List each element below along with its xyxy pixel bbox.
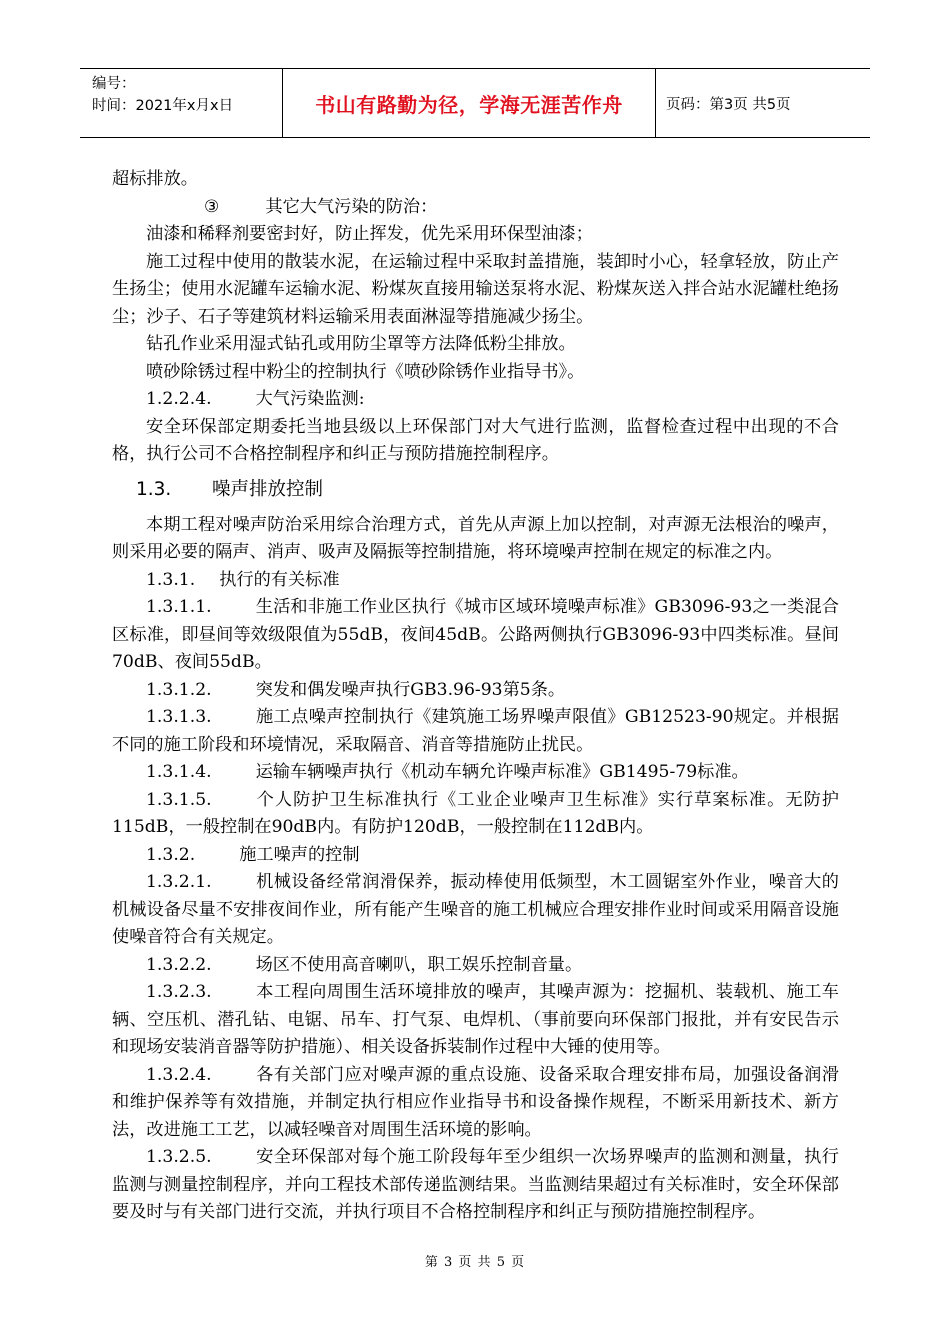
numbered-clause <box>112 952 839 980</box>
numbered-clause <box>112 704 839 759</box>
paragraph: 本期工程对噪声防治采用综合治理方式，首先从声源上加以控制，对声源无法根治的噪声，则采用必要的隔声、消声、吸声及隔振等控制措施，将环境噪声控制在规定的标准之内。 <box>112 514 839 562</box>
clause-number: 1.3.2.1. <box>146 872 212 892</box>
numbered-heading <box>112 842 839 870</box>
numbered-clause <box>112 979 839 1062</box>
clause-text: 本工程向周围生活环境排放的噪声，其噪声源为：挖掘机、装载机、施工车辆、空压机、潜孔钻、电锯、吊车、打气泵、电焊机、（事前要向环保部门报批，并有安民告示和现场安装消音器等防护措施）、相关设备拆装制作过程中大锤的使用等。 <box>112 982 839 1057</box>
header-page-number: 页码：第3页 共5页 <box>666 96 791 113</box>
clause-text: 运输车辆噪声执行《机动车辆允许噪声标准》GB1495-79标准。 <box>255 762 749 782</box>
clause-number: 1.3.2.5. <box>146 1147 212 1167</box>
clause-number: 1.3.2. <box>146 844 196 865</box>
header-page-cell <box>656 69 870 137</box>
clause-title: 大气污染监测: <box>255 389 365 409</box>
numbered-heading <box>112 567 839 595</box>
clause-number: 1.3.1.2. <box>146 679 212 700</box>
clause-text: 场区不使用高音喇叭，职工娱乐控制音量。 <box>255 954 583 975</box>
header-motto: 书山有路勤为径，学海无涯苦作舟 <box>315 92 623 117</box>
numbered-clause <box>112 594 839 677</box>
numbered-clause <box>112 869 839 952</box>
clause-number: 1.2.2.4. <box>146 389 212 409</box>
section-number: 1.3. <box>136 478 172 500</box>
paragraph: 油漆和稀释剂要密封好，防止挥发，优先采用环保型油漆； <box>146 224 593 244</box>
clause-text: 机械设备经常润滑保养，振动棒使用低频型，木工圆锯室外作业，噪音大的机械设备尽量不安排夜间作业，所有能产生噪音的施工机械应合理安排作业时间或采用隔音设施使噪音符合有关规定。 <box>112 872 839 947</box>
clause-number: 1.3.2.2. <box>146 954 212 975</box>
clause-text: 个人防护卫生标准执行《工业企业噪声卫生标准》实行草案标准。无防护115dB，一般控制在90dB内。有防护120dB，一般控制在112dB内。 <box>112 789 839 837</box>
document-time-label: 时间：2021年x月x日 <box>92 98 234 114</box>
clause-number: 1.3.2.4. <box>146 1064 212 1085</box>
clause-text: 安全环保部对每个施工阶段每年至少组织一次场界噪声的监测和测量，执行监测与测量控制程序，并向工程技术部传递监测结果。当监测结果超过有关标准时，安全环保部要及时与有关部门进行交流，并执行项目不合格控制程序和纠正与预防措施控制程序。 <box>112 1147 839 1222</box>
numbered-clause <box>112 1062 839 1145</box>
clause-title: 施工噪声的控制 <box>239 844 360 865</box>
list-heading-text: 其它大气污染的防治： <box>265 196 438 217</box>
paragraph: 施工过程中使用的散装水泥，在运输过程中采取封盖措施，装卸时小心，轻拿轻放，防止产生扬尘；使用水泥罐车运输水泥、粉煤灰直接用输送泵将水泥、粉煤灰送入拌合站水泥罐杜绝扬尘；沙子、石子等建筑材料运输采用表面淋湿等措施减少扬尘。 <box>112 251 839 327</box>
list-heading <box>112 194 839 222</box>
paragraph: 喷砂除锈过程中粉尘的控制执行《喷砂除锈作业指导书》。 <box>146 361 585 382</box>
clause-text: 生活和非施工作业区执行《城市区域环境噪声标准》GB3096-93之一类混合区标准，即昼间等效级限值为55dB，夜间45dB。公路两侧执行GB3096-93中四类标准。昼间70dB、夜间55dB。 <box>112 597 839 672</box>
footer-page-number: 第 3 页 共 5 页 <box>424 1255 526 1270</box>
section-title: 噪声排放控制 <box>212 478 324 500</box>
circled-number: ③ <box>204 196 220 217</box>
paragraph: 安全环保部定期委托当地县级以上环保部门对大气进行监测，监督检查过程中出现的不合格，执行公司不合格控制程序和纠正与预防措施控制程序。 <box>112 416 839 464</box>
document-code-label: 编号： <box>92 76 136 92</box>
header-motto-cell <box>282 69 656 137</box>
numbered-clause <box>112 677 839 705</box>
clause-title: 执行的有关标准 <box>219 569 340 590</box>
numbered-heading <box>112 386 839 414</box>
numbered-clause <box>112 1144 839 1227</box>
clause-number: 1.3.1.5. <box>146 789 212 810</box>
clause-number: 1.3.1.3. <box>146 707 212 727</box>
clause-number: 1.3.1. <box>146 569 196 590</box>
page-footer <box>0 1251 950 1270</box>
clause-number: 1.3.1.1. <box>146 597 212 617</box>
header-meta <box>80 69 282 137</box>
paragraph: 超标排放。 <box>112 169 198 189</box>
numbered-clause <box>112 759 839 787</box>
clause-text: 各有关部门应对噪声源的重点设施、设备采取合理安排布局，加强设备润滑和维护保养等有效措施，并制定执行相应作业指导书和设备操作规程，不断采用新技术、新方法，改进施工工艺，以减轻噪音对周围生活环境的影响。 <box>112 1064 839 1140</box>
numbered-clause <box>112 787 839 842</box>
paragraph: 钻孔作业采用湿式钻孔或用防尘罩等方法降低粉尘排放。 <box>146 334 576 354</box>
clause-text: 突发和偶发噪声执行GB3.96-93第5条。 <box>255 679 566 700</box>
page-header <box>80 68 870 138</box>
clause-text: 施工点噪声控制执行《建筑施工场界噪声限值》GB12523-90规定。并根据不同的施工阶段和环境情况，采取隔音、消音等措施防止扰民。 <box>112 707 839 755</box>
document-body <box>112 166 839 1227</box>
section-heading <box>112 472 839 508</box>
clause-number: 1.3.1.4. <box>146 762 212 782</box>
clause-number: 1.3.2.3. <box>146 982 212 1002</box>
